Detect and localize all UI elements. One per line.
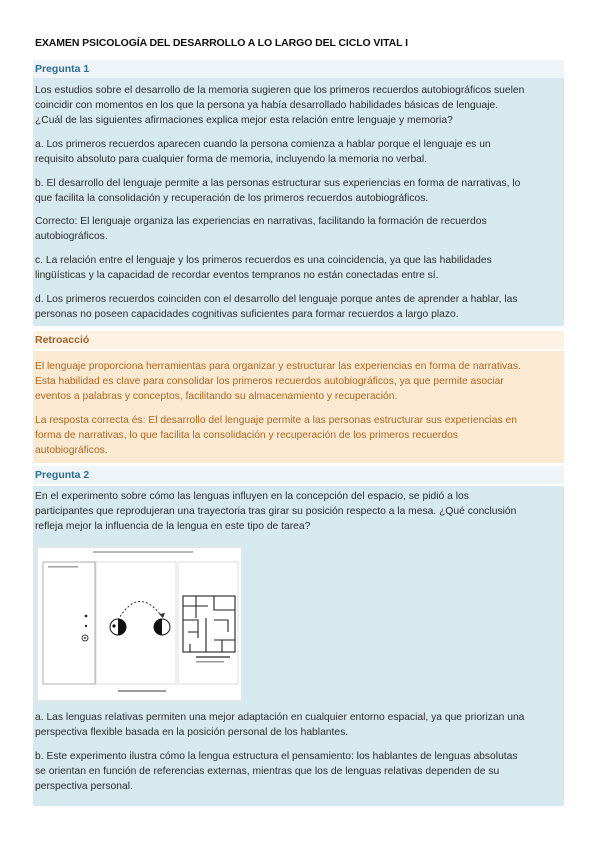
question-1-correct-note: Correcto: El lenguaje organiza las experiencias en narrativas, facilitando la formación de recuerdos autobiográficos. (35, 216, 487, 242)
question-2-stem: En el experimento sobre cómo las lenguas influyen en la concepción del espacio, se pidió a los participantes que reprodujeran una trayectoria tras girar su posición respecto a la mesa. ¿Qué conclusión refleja mejor la influencia de la lengua en este tipo de tarea? (35, 491, 517, 532)
experiment-diagram-image (38, 548, 241, 700)
feedback-text: El lenguaje proporciona herramientas para organizar y estructurar las experiencias en forma de narrativas. Esta habilidad es clave para consolidar los primeros recuerdos autobiográficos, ya que permite asociar eventos a palabras y conceptos, facilitando su almacenamiento y recuperación. (35, 361, 521, 402)
question-2-option-b[interactable]: b. Este experimento ilustra cómo la lengua estructura el pensamiento: los hablantes de lenguas absolutas se orientan en función de referencias externas, mientras que los de lenguas relativas dependen de su perspectiva personal. (35, 751, 518, 792)
question-1-body (33, 78, 564, 326)
question-2-header: Pregunta 2 (33, 466, 564, 484)
feedback-correct-answer: La resposta correcta és: El desarrollo del lenguaje permite a las personas estructurar sus experiencias en forma de narrativas, lo que facilita la consolidación y recuperación de los primeros recuerdos autobiográficos. (35, 415, 517, 456)
exam-title: EXAMEN PSICOLOGÍA DEL DESARROLLO A LO LARGO DEL CICLO VITAL I (35, 37, 408, 49)
question-2-option-a[interactable]: a. Las lenguas relativas permiten una mejor adaptación en cualquier entorno espacial, ya que priorizan una perspectiva flexible basada en la posición personal de los hablantes. (35, 712, 525, 738)
experiment-figure (37, 547, 242, 701)
feedback-header: Retroacció (33, 331, 564, 349)
question-1-stem: Los estudios sobre el desarrollo de la memoria sugieren que los primeros recuerdos autobiográficos suelen coincidir con momentos en los que la persona ya había desarrollado habilidades básicas de lenguaje. ¿Cuál de las siguientes afirmaciones explica mejor esta relación entre lenguaje y memoria? (35, 85, 525, 126)
feedback-body (33, 351, 564, 463)
question-1-option-b[interactable]: b. El desarrollo del lenguaje permite a las personas estructurar sus experiencias en forma de narrativas, lo que facilita la consolidación y recuperación de los primeros recuerdos autobiográficos. (35, 178, 521, 204)
question-1-option-a[interactable]: a. Los primeros recuerdos aparecen cuando la persona comienza a hablar porque el lenguaje es un requisito absoluto para cualquier forma de memoria, incluyendo la memoria no verbal. (35, 139, 491, 165)
question-1-option-c[interactable]: c. La relación entre el lenguaje y los primeros recuerdos es una coincidencia, ya que las habilidades lingüísticas y la capacidad de recordar eventos tempranos no están conectadas entre sí. (35, 255, 492, 281)
question-1-header: Pregunta 1 (33, 60, 564, 78)
question-1-option-d[interactable]: d. Los primeros recuerdos coinciden con el desarrollo del lenguaje porque antes de aprender a hablar, las personas no poseen capacidades cognitivas suficientes para formar recuerdos a largo plazo. (35, 294, 518, 320)
